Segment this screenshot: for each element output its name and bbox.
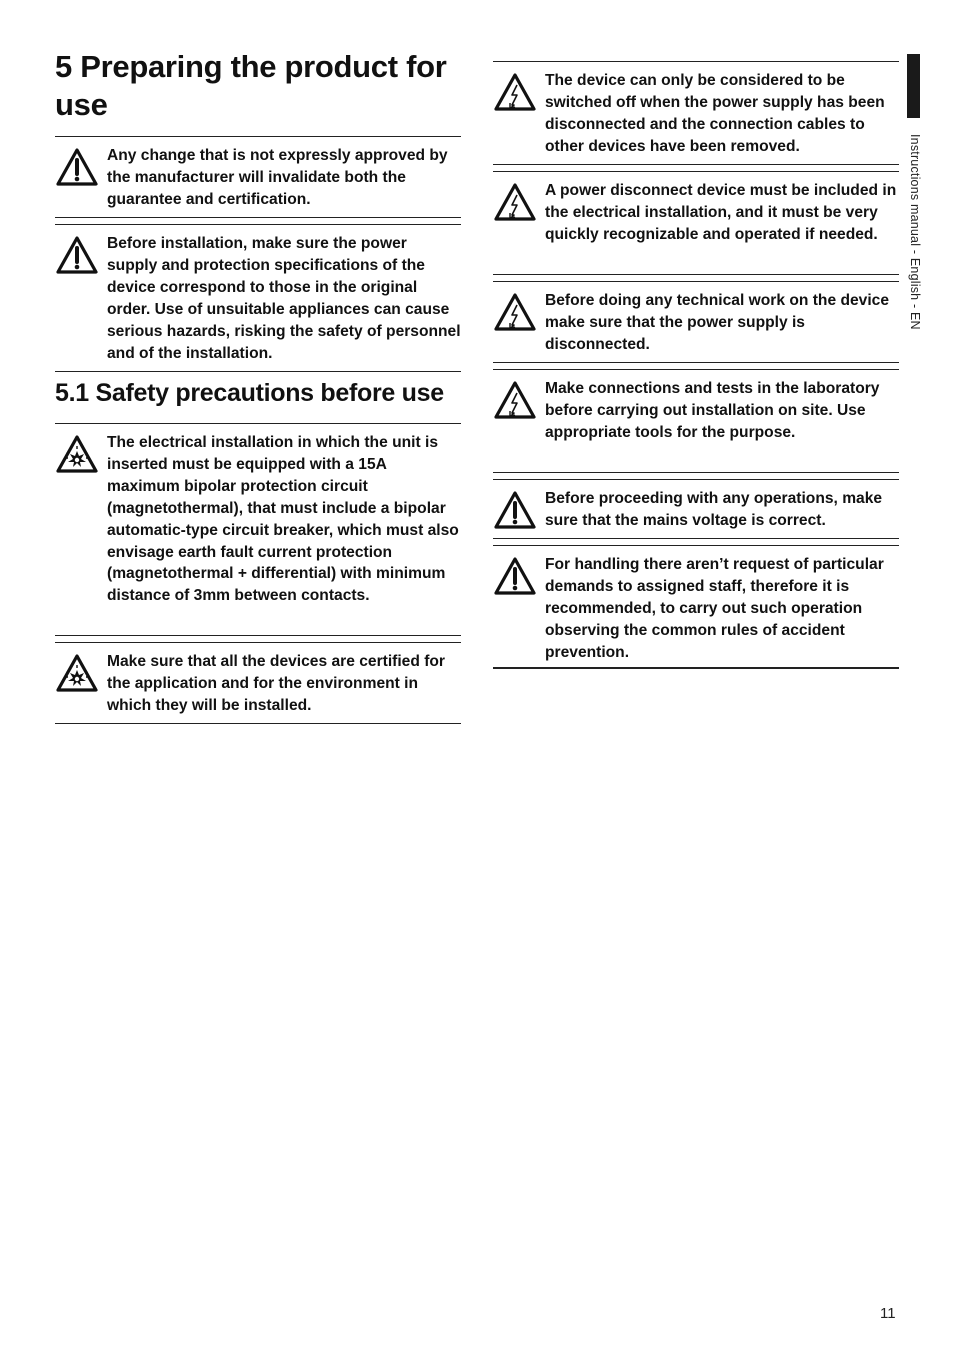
safety-note: [55, 136, 461, 218]
safety-note: [493, 61, 899, 165]
explosion-icon: [55, 653, 99, 693]
electric-shock-icon: [493, 380, 537, 420]
section-title: 5.1 Safety precautions before use: [55, 379, 444, 407]
note-text: Make sure that all the devices are certified for the application and for the environment in which they will be installed.: [107, 653, 445, 714]
chapter-tab-marker: [907, 54, 920, 118]
warning-icon: [55, 235, 99, 275]
note-text: Make connections and tests in the laboratory before carrying out installation on site. Use appropriate tools for the purpose.: [545, 380, 880, 441]
safety-note: [55, 642, 461, 724]
page-title: 5 Preparing the product for use: [55, 49, 447, 122]
safety-note: [493, 545, 899, 669]
safety-note: [55, 423, 461, 636]
warning-icon: [493, 556, 537, 596]
note-text: Before installation, make sure the power supply and protection specifications of the device correspond to those in the original order. Use of unsuitable appliances can cause serious hazards, risking the safety of personnel and of the installation.: [107, 235, 461, 362]
note-text: For handling there aren’t request of particular demands to assigned staff, therefore it is recommended, to carry out such operation observing the common rules of accident prevention.: [545, 556, 884, 661]
electric-shock-icon: [493, 182, 537, 222]
electric-shock-icon: [493, 292, 537, 332]
safety-note: [493, 171, 899, 275]
explosion-icon: [55, 434, 99, 474]
note-text: A power disconnect device must be included in the electrical installation, and it must be very quickly recognizable and operated if needed.: [545, 182, 897, 243]
electric-shock-icon: [493, 72, 537, 112]
safety-note: [493, 369, 899, 473]
safety-note: [493, 281, 899, 363]
safety-note: [55, 224, 461, 372]
note-text: Before doing any technical work on the device make sure that the power supply is disconnected.: [545, 292, 890, 353]
safety-note: [493, 479, 899, 539]
page-number: 11: [880, 1305, 896, 1322]
manual-side-label: Instructions manual - English - EN: [908, 134, 922, 330]
note-text: Any change that is not expressly approved by the manufacturer will invalidate both the guarantee and certification.: [107, 147, 448, 208]
warning-icon: [55, 147, 99, 187]
note-text: Before proceeding with any operations, make sure that the mains voltage is correct.: [545, 490, 883, 529]
note-text: The device can only be considered to be switched off when the power supply has been disconnected and the connection cables to other devices have been removed.: [545, 72, 885, 155]
note-text: The electrical installation in which the unit is inserted must be equipped with a 15A maximum bipolar protection circuit (magnetothermal), that must include a bipolar automatic-type circuit breaker, which must also envisage earth fault current protection (magnetothermal + differential) with minimum distance of 3mm between contacts.: [107, 434, 459, 605]
warning-icon: [493, 490, 537, 530]
